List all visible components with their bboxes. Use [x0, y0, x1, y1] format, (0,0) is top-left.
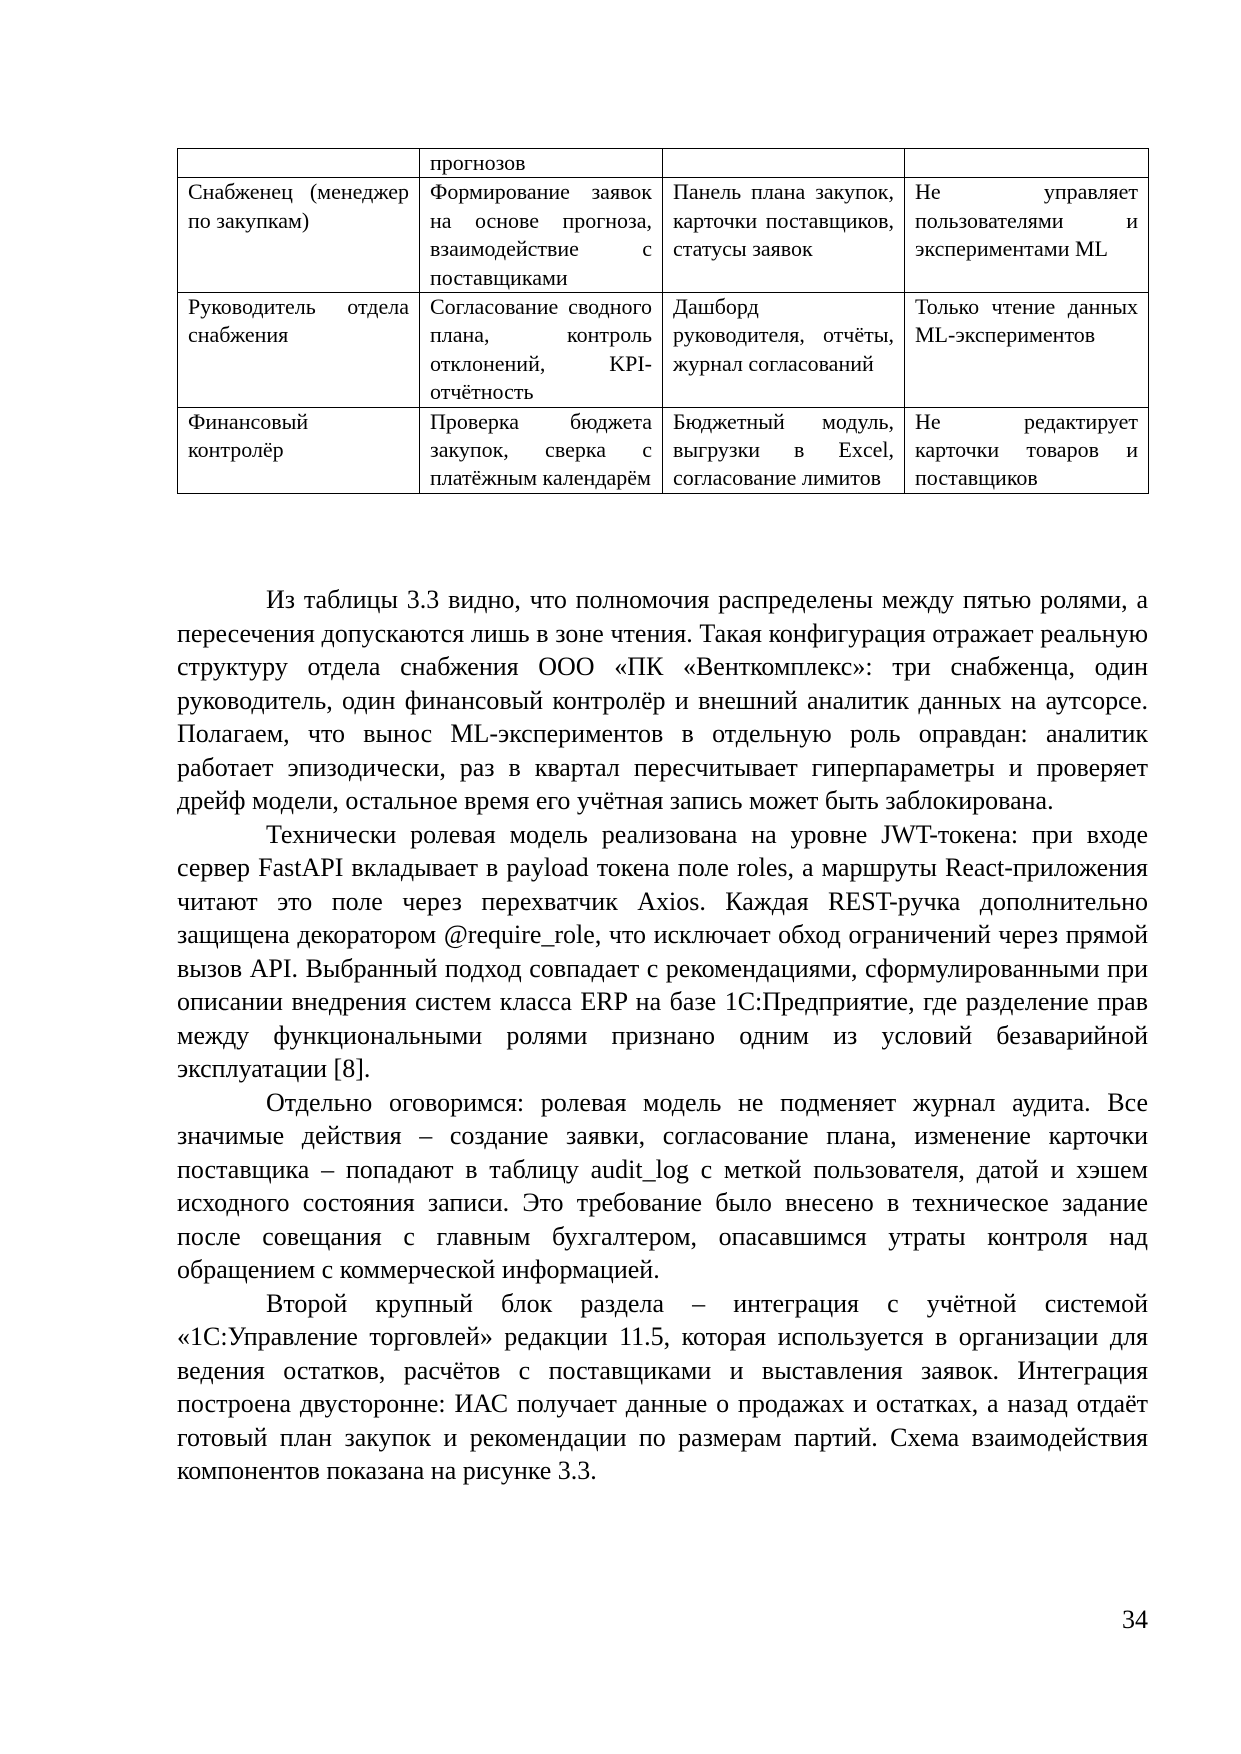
table-cell: [178, 149, 420, 178]
table-cell: Согласование сводного плана, контроль отклонений, KPI-отчётность: [420, 293, 663, 408]
roles-table: [177, 148, 1149, 494]
table-cell: [663, 149, 905, 178]
table-row: [178, 178, 1149, 293]
table-cell: Панель плана закупок, карточки поставщиков, статусы заявок: [663, 178, 905, 293]
paragraph: Второй крупный блок раздела – интеграция с учётной системой «1С:Управление торговлей» редакции 11.5, которая используется в организации для ведения остатков, расчётов с поставщиками и выставления заявок. Интеграция построена двусторонне: ИАС получает данные о продажах и остатках, а назад отдаёт готовый план закупок и рекомендации по размерам партий. Схема взаимодействия компонентов показана на рисунке 3.3.: [177, 1288, 1148, 1485]
table-row: [178, 407, 1149, 493]
table-cell: Руководитель отдела снабжения: [178, 293, 420, 408]
table-cell: Финансовый контролёр: [178, 407, 420, 493]
table-cell: Бюджетный модуль, выгрузки в Excel, согласование лимитов: [663, 407, 905, 493]
page-number: 34: [1122, 1605, 1148, 1634]
table-cell: Дашборд руководителя, отчёты, журнал согласований: [663, 293, 905, 408]
table-cell: Не редактирует карточки товаров и поставщиков: [905, 407, 1149, 493]
table-cell: [905, 149, 1149, 178]
table-cell: Снабженец (менеджер по закупкам): [178, 178, 420, 293]
paragraph: Из таблицы 3.3 видно, что полномочия распределены между пятью ролями, а пересечения допускаются лишь в зоне чтения. Такая конфигурация отражает реальную структуру отдела снабжения ООО «ПК «Венткомплекс»: три снабженца, один руководитель, один финансовый контролёр и внешний аналитик данных на аутсорсе. Полагаем, что вынос ML-экспериментов в отдельную роль оправдан: аналитик работает эпизодически, раз в квартал пересчитывает гиперпараметры и проверяет дрейф модели, остальное время его учётная запись может быть заблокирована.: [177, 585, 1148, 815]
table-row: [178, 149, 1149, 178]
table-cell: Проверка бюджета закупок, сверка с платёжным календарём: [420, 407, 663, 493]
table-cell: Только чтение данных ML-экспериментов: [905, 293, 1149, 408]
paragraph: Технически ролевая модель реализована на уровне JWT-токена: при входе сервер FastAPI вкладывает в payload токена поле roles, а маршруты React-приложения читают это поле через перехватчик Axios. Каждая REST-ручка дополнительно защищена декоратором @require_role, что исключает обход ограничений через прямой вызов API. Выбранный подход совпадает с рекомендациями, сформулированными при описании внедрения систем класса ERP на базе 1С:Предприятие, где разделение прав между функциональными ролями признано одним из условий безаварийной эксплуатации [8].: [177, 819, 1148, 1083]
body-text: [177, 583, 1148, 1488]
table-cell: прогнозов: [420, 149, 663, 178]
table-row: [178, 293, 1149, 408]
paragraph: Отдельно оговоримся: ролевая модель не подменяет журнал аудита. Все значимые действия – создание заявки, согласование плана, изменение карточки поставщика – попадают в таблицу audit_log с меткой пользователя, датой и хэшем исходного состояния записи. Это требование было внесено в техническое задание после совещания с главным бухгалтером, опасавшимся утраты контроля над обращением с коммерческой информацией.: [177, 1087, 1148, 1284]
table-cell: Формирование заявок на основе прогноза, взаимодействие с поставщиками: [420, 178, 663, 293]
table-cell: Не управляет пользователями и экспериментами ML: [905, 178, 1149, 293]
